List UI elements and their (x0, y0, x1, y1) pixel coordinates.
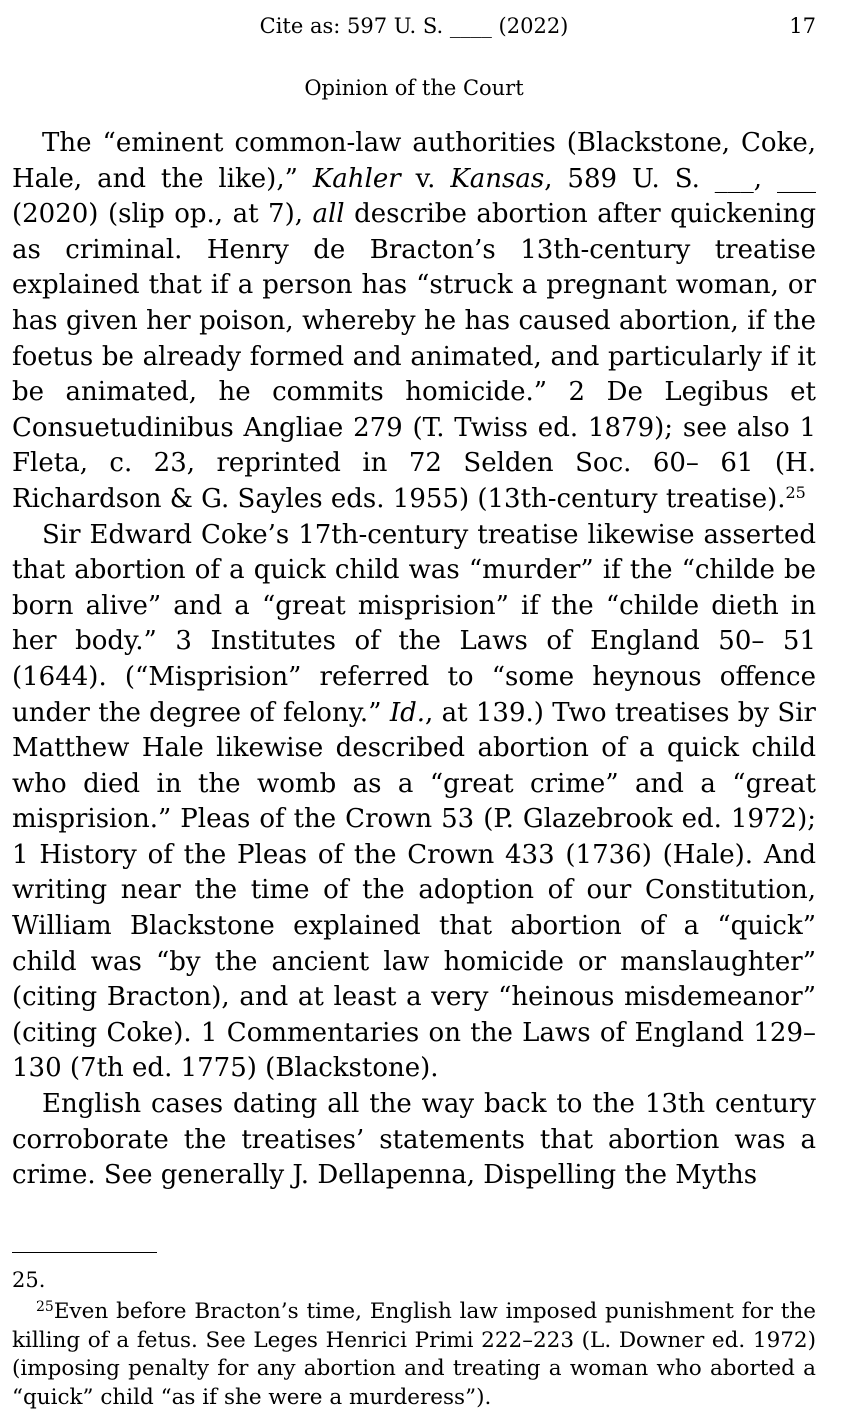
citation-header: Cite as: 597 U. S. ____ (2022) (259, 14, 569, 38)
running-header (12, 14, 816, 42)
footnote-number: 25 (36, 1299, 54, 1315)
footnote-marker: 25. (12, 1268, 46, 1292)
emphasis-all: all (312, 199, 345, 230)
paragraph-1-text-a: The “eminent common-law authorities (Blackstone, Coke, Hale, and the like),” (12, 128, 816, 194)
footnote-text: Even before Bracton’s time, English law imposed punishment for the killing of a fetus. See Leges Henrici Primi 222–223 (L. Downer ed. 1972) (imposing penalty for any abortion and treating a woman who aborted a “quick” child “as if she were a murderess”). (12, 1299, 816, 1410)
main-text (12, 126, 816, 1194)
footnote-reference: 25 (785, 482, 806, 502)
paragraph-3: English cases dating all the way back to the 13th century corroborate the treatises’ statements that abortion was a crime. See generally J. Dellapenna, Dispelling the Myths (12, 1089, 816, 1191)
case-name-kansas: Kansas (450, 163, 545, 194)
footnote-25 (12, 1298, 816, 1412)
page-number: 17 (789, 14, 816, 38)
case-name-kahler: Kahler (312, 163, 401, 194)
case-versus: v. (400, 163, 451, 194)
paragraph-2-text-a: Sir Edward Coke’s 17th-century treatise likewise asserted that abortion of a quick child was “murder” if the “childe be born alive” and a “great misprision” if the “childe dieth in her body.” 3 Institutes of the Laws of England 50– 51 (1644). (“Misprision” referred to “some heynous offence under the degree of felony.” (12, 519, 816, 728)
paragraph-2-text-b: , at 139.) Two treatises by Sir Matthew Hale likewise described abortion of a quick child who died in the womb as a “great crime” and a “great misprision.” Pleas of the Crown 53 (P. Glazebrook ed. 1972); 1 History of the Pleas of the Crown 433 (1736) (Hale). And writing near the time of the adoption of our Constitution, William Blackstone explained that abortion of a “quick” child was “by the ancient law homicide or manslaughter” (citing Bracton), and at least a very “heinous misdemeanor” (citing Coke). 1 Commentaries on the Laws of England 129–130 (7th ed. 1775) (Blackstone). (12, 697, 816, 1084)
id-citation: Id. (389, 697, 425, 728)
paragraph-1-text-b: , 589 U. S. ___, ___ (2020) (slip op., at 7), (12, 163, 816, 230)
footnote-divider (12, 1252, 157, 1253)
opinion-label: Opinion of the Court (304, 76, 524, 100)
paragraph-1 (12, 126, 816, 518)
paragraph-2 (12, 518, 816, 1088)
paragraph-1-text-c: describe abortion after quickening as criminal. Henry de Bracton’s 13th-century treatise explained that if a person has “struck a pregnant woman, or has given her poison, whereby he has caused abortion, if the foetus be already formed and animated, and particularly if it be animated, he commits homicide.” 2 De Legibus et Consuetudinibus Angliae 279 (T. Twiss ed. 1879); see also 1 Fleta, c. 23, reprinted in 72 Selden Soc. 60– 61 (H. Richardson & G. Sayles eds. 1955) (13th-century treatise). (12, 199, 816, 514)
